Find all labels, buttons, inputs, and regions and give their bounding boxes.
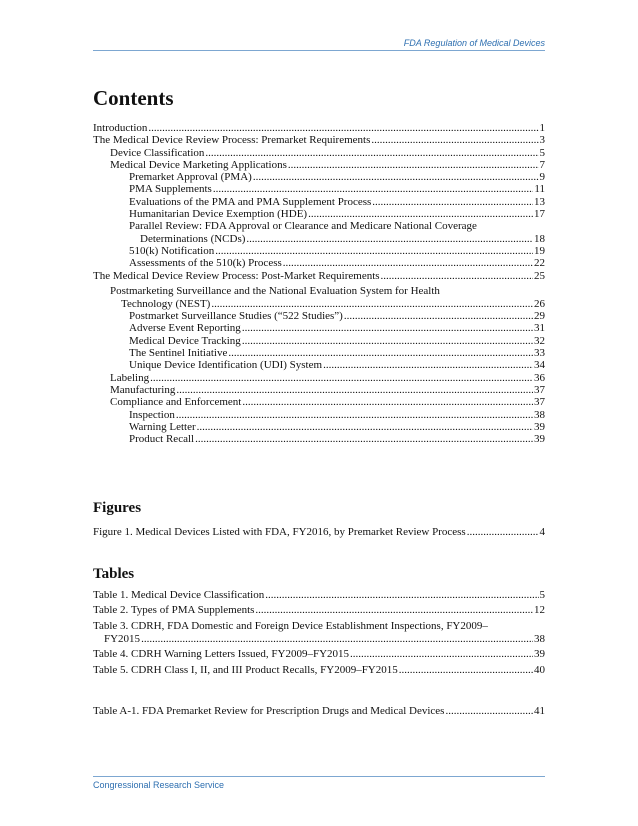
toc-entry[interactable]: Table 5. CDRH Class I, II, and III Product Recalls, FY2009–FY2015 ..... 40 [93, 663, 545, 678]
toc-entry[interactable]: Warning Letter ..... 39 [93, 421, 545, 433]
toc-entry[interactable]: Premarket Approval (PMA) ..... 9 [93, 171, 545, 183]
toc-entry[interactable]: PMA Supplements ..... 11 [93, 183, 545, 195]
toc-entry[interactable]: Evaluations of the PMA and PMA Supplement Process ..... 13 [93, 196, 545, 208]
toc-entry[interactable]: Table 4. CDRH Warning Letters Issued, FY2009–FY2015 ..... 39 [93, 647, 545, 662]
toc-entry[interactable]: Figure 1. Medical Devices Listed with FDA, FY2016, by Premarket Review Process ..... 4 [93, 525, 545, 540]
toc-entry[interactable]: Table 1. Medical Device Classification ..... 5 [93, 588, 545, 603]
toc-entry[interactable]: Humanitarian Device Exemption (HDE) ..... 17 [93, 208, 545, 220]
toc-entry[interactable]: Adverse Event Reporting ..... 31 [93, 322, 545, 334]
running-header: FDA Regulation of Medical Devices [403, 38, 545, 48]
toc-entry[interactable]: Parallel Review: FDA Approval or Clearance and Medicare National Coverage Determinations (NCDs) ..... 18 [93, 220, 545, 245]
toc-entry[interactable]: Compliance and Enforcement ..... 37 [93, 396, 545, 408]
toc-entry[interactable]: 510(k) Notification ..... 19 [93, 245, 545, 257]
toc-entry[interactable]: Medical Device Tracking ..... 32 [93, 335, 545, 347]
toc-entry[interactable]: Table 2. Types of PMA Supplements ..... 12 [93, 603, 545, 618]
footer-rule [93, 776, 545, 777]
toc-entry[interactable]: The Sentinel Initiative ..... 33 [93, 347, 545, 359]
appendix-tables-list [93, 704, 545, 719]
toc-entry[interactable]: Product Recall ..... 39 [93, 433, 545, 445]
toc-entry[interactable]: The Medical Device Review Process: Post-Market Requirements ..... 25 [93, 270, 545, 282]
figures-heading: Figures [93, 500, 142, 516]
toc-entry[interactable]: Postmarketing Surveillance and the National Evaluation System for Health Technology (NEST) ..... 26 [93, 285, 545, 310]
toc-entry[interactable]: Device Classification ..... 5 [93, 147, 545, 159]
toc-entry[interactable]: Postmarket Surveillance Studies (“522 Studies”) ..... 29 [93, 310, 545, 322]
header-rule [93, 50, 545, 51]
figures-list [93, 525, 545, 540]
toc-entry[interactable]: Unique Device Identification (UDI) System ..... 34 [93, 359, 545, 371]
toc-entry[interactable]: Table A-1. FDA Premarket Review for Prescription Drugs and Medical Devices ..... 41 [93, 704, 545, 719]
toc-entry[interactable]: Introduction ..... 1 [93, 122, 545, 134]
tables-list [93, 588, 545, 678]
toc-entry[interactable]: Labeling ..... 36 [93, 372, 545, 384]
toc-entry[interactable]: Table 3. CDRH, FDA Domestic and Foreign Device Establishment Inspections, FY2009– FY2015 ..... 38 [93, 619, 545, 647]
toc-entry[interactable]: Assessments of the 510(k) Process ..... 22 [93, 257, 545, 269]
toc-entry[interactable]: The Medical Device Review Process: Premarket Requirements ..... 3 [93, 134, 545, 146]
toc-entry[interactable]: Medical Device Marketing Applications ..... 7 [93, 159, 545, 171]
running-footer: Congressional Research Service [93, 780, 225, 790]
toc-entry[interactable]: Inspection ..... 38 [93, 409, 545, 421]
contents-list [93, 122, 545, 445]
tables-heading: Tables [93, 566, 135, 582]
contents-heading: Contents [93, 86, 174, 110]
toc-entry[interactable]: Manufacturing ..... 37 [93, 384, 545, 396]
